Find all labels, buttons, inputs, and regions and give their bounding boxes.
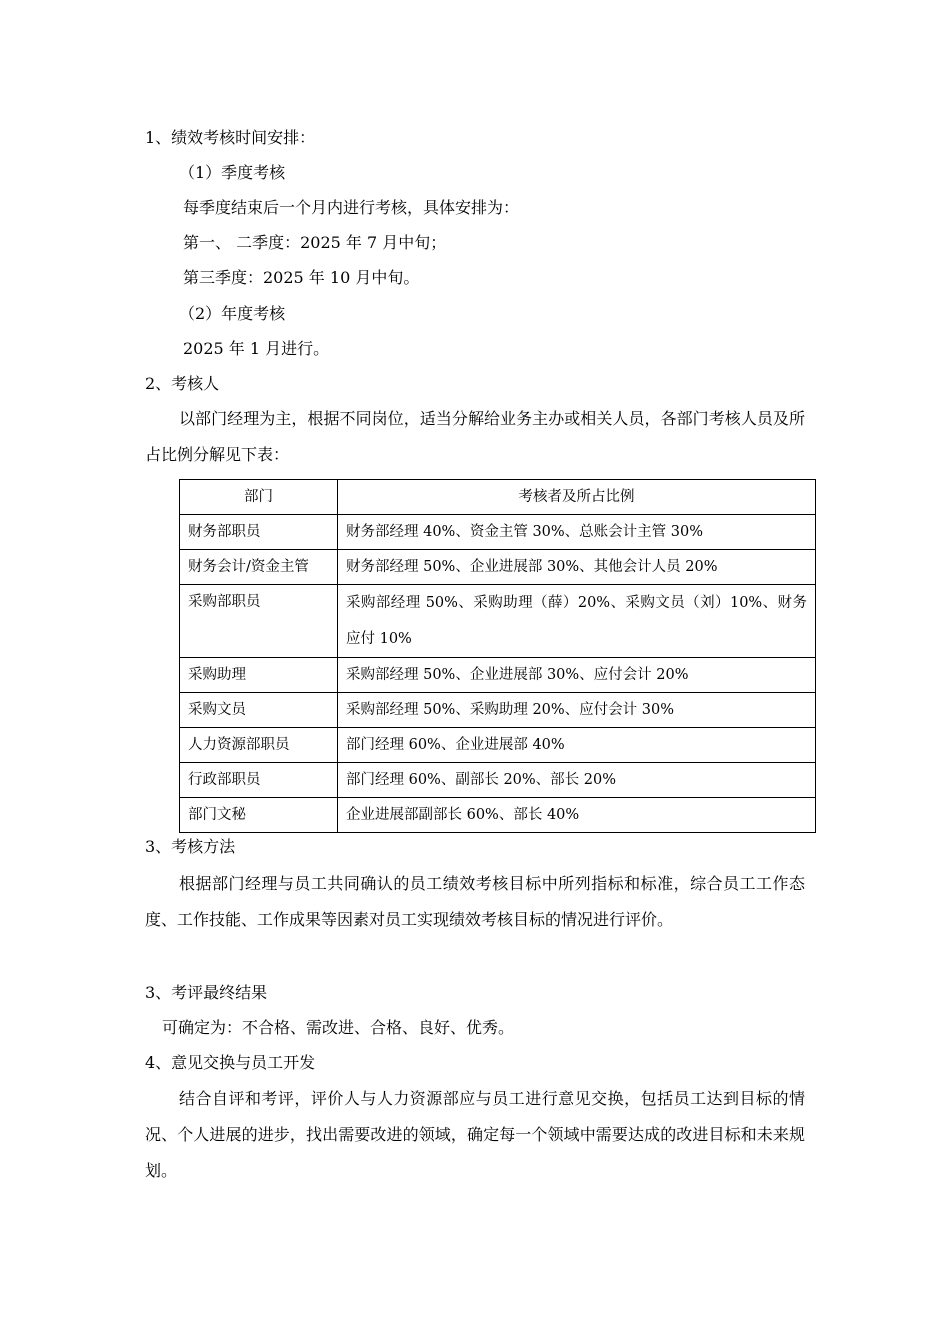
section-2-paragraph: 以部门经理为主，根据不同岗位，适当分解给业务主办或相关人员，各部门考核人员及所占比例分解见下表： [145, 409, 805, 464]
table-row [180, 550, 816, 585]
table-header-cell: 考核者及所占比例 [338, 480, 816, 515]
table-row [180, 693, 816, 728]
section-4-heading: 4、意见交换与员工开发 [145, 1053, 316, 1072]
table-cell-assessors: 部门经理 60%、企业进展部 40% [338, 728, 816, 763]
section-3-heading: 3、考核方法 [145, 837, 236, 856]
table-cell-department: 行政部职员 [180, 763, 338, 798]
table-row [180, 728, 816, 763]
table-cell-assessors: 采购部经理 50%、采购助理 20%、应付会计 30% [338, 693, 816, 728]
table-row [180, 798, 816, 833]
table-row [180, 585, 816, 658]
table-cell-department: 财务部职员 [180, 515, 338, 550]
quarterly-schedule-line-1: 第一、 二季度：2025 年 7 月中旬； [183, 233, 447, 252]
table-row [180, 763, 816, 798]
table-header-cell: 部门 [180, 480, 338, 515]
table-cell-department: 财务会计/资金主管 [180, 550, 338, 585]
table-cell-department: 采购文员 [180, 693, 338, 728]
table-cell-assessors: 部门经理 60%、副部长 20%、部长 20% [338, 763, 816, 798]
table-cell-assessors: 采购部经理 50%、企业进展部 30%、应付会计 20% [338, 658, 816, 693]
annual-review-text: 2025 年 1 月进行。 [183, 339, 330, 358]
section-3-paragraph: 根据部门经理与员工共同确认的员工绩效考核目标中所列指标和标准，综合员工工作态度、工作技能、工作成果等因素对员工实现绩效考核目标的情况进行评价。 [145, 874, 805, 929]
section-3b-heading: 3、考评最终结果 [145, 983, 268, 1002]
assessor-table [179, 479, 816, 833]
section-4-paragraph: 结合自评和考评，评价人与人力资源部应与员工进行意见交换，包括员工达到目标的情况、个人进展的进步，找出需要改进的领域，确定每一个领域中需要达成的改进目标和未来规划。 [145, 1089, 805, 1180]
section-2-heading: 2、考核人 [145, 374, 220, 393]
table-row [180, 658, 816, 693]
table-header-row [180, 480, 816, 515]
table-cell-department: 采购部职员 [180, 585, 338, 658]
table-cell-assessors: 企业进展部副部长 60%、部长 40% [338, 798, 816, 833]
table-cell-department: 采购助理 [180, 658, 338, 693]
annual-review-title: （2）年度考核 [179, 304, 286, 323]
table-row [180, 515, 816, 550]
table-cell-assessors: 财务部经理 40%、资金主管 30%、总账会计主管 30% [338, 515, 816, 550]
section-3b-text: 可确定为：不合格、需改进、合格、良好、优秀。 [162, 1018, 515, 1037]
table-cell-department: 人力资源部职员 [180, 728, 338, 763]
quarterly-schedule-line-2: 第三季度：2025 年 10 月中旬。 [183, 268, 420, 287]
table-cell-department: 部门文秘 [180, 798, 338, 833]
quarterly-review-text: 每季度结束后一个月内进行考核，具体安排为： [183, 198, 520, 217]
quarterly-review-title: （1）季度考核 [179, 163, 286, 182]
table-cell-assessors: 采购部经理 50%、采购助理（薛）20%、采购文员（刘）10%、财务应付 10% [338, 585, 816, 658]
table-cell-assessors: 财务部经理 50%、企业进展部 30%、其他会计人员 20% [338, 550, 816, 585]
section-1-heading: 1、绩效考核时间安排： [145, 128, 316, 147]
